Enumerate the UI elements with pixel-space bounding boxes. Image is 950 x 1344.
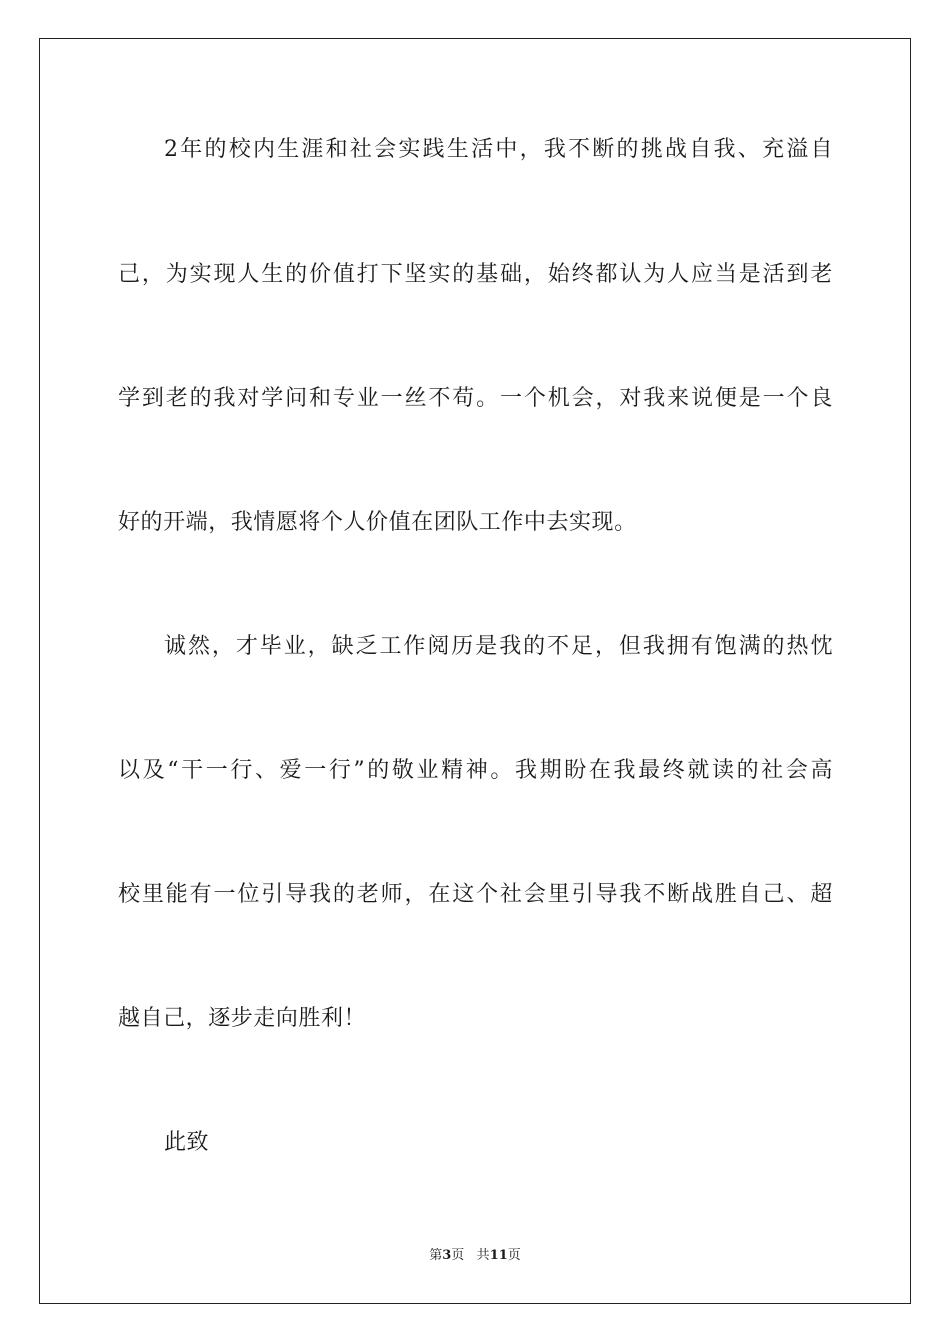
paragraph-2-line-4: 越自己，逐步走向胜利！ [118,1006,367,1031]
page-footer [0,1247,950,1265]
paragraph-2-line-2: 以及“干一行、爱一行”的敬业精神。我期盼在我最终就读的社会高 [118,758,833,783]
paragraph-2-line-1: 诚然，才毕业，缺乏工作阅历是我的不足，但我拥有饱满的热忱 [164,634,833,659]
page-number: 3 [442,1248,452,1263]
paragraph-1-line-4: 好的开端，我情愿将个人价值在团队工作中去实现。 [118,510,637,535]
total-suffix: 页 [507,1248,521,1263]
closing-salutation: 此致 [164,1130,210,1155]
paragraph-1-line-2: 己，为实现人生的价值打下坚实的基础，始终都认为人应当是活到老 [118,262,833,287]
paragraph-1-line-1: 2年的校内生涯和社会实践生活中，我不断的挑战自我、充溢自 [164,137,833,162]
page-prefix: 第 [429,1248,443,1263]
paragraph-2-line-3: 校里能有一位引导我的老师，在这个社会里引导我不断战胜自己、超 [118,882,833,907]
total-pages: 11 [489,1248,508,1263]
page-suffix: 页 [451,1248,465,1263]
page-border [39,38,911,1304]
paragraph-1-line-3: 学到老的我对学问和专业一丝不苟。一个机会，对我来说便是一个良 [118,386,833,411]
total-prefix: 共 [476,1248,490,1263]
